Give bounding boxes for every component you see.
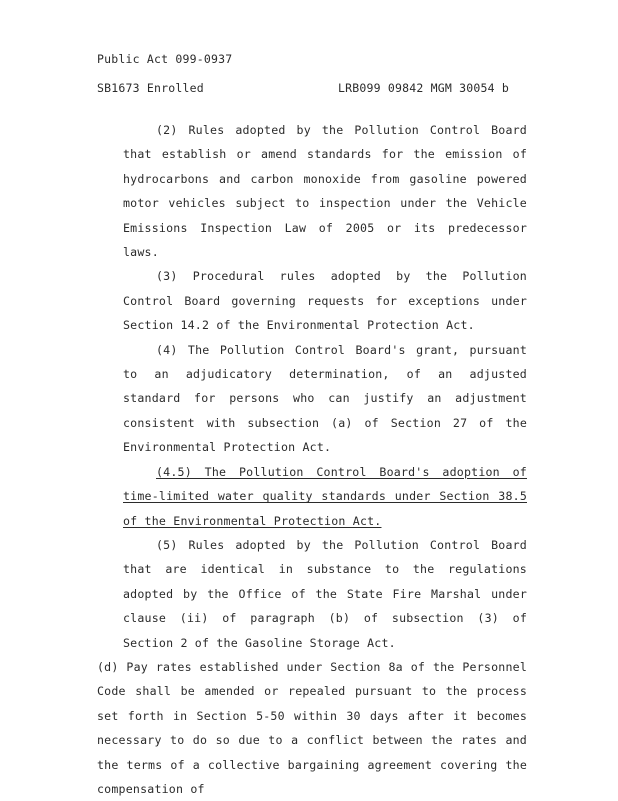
paragraph-d [97, 655, 527, 801]
paragraph-text: (2) Rules adopted by the Pollution Control Board that establish or amend standards for the emission of hydrocarbons and carbon monoxide from gasoline powered motor vehicles subject to inspection under the Vehicle Emissions Inspection Law of 2005 or its predecessor laws. [123, 123, 527, 260]
underlined-insertion-text: (4.5) The Pollution Control Board's adoption of time-limited water quality standards under Section 38.5 of the Environmental Protection Act. [123, 464, 527, 528]
paragraph-3 [123, 264, 527, 337]
lrb-reference: LRB099 09842 MGM 30054 b [338, 81, 509, 95]
bill-number: SB1673 Enrolled [97, 81, 204, 95]
public-act-number: Public Act 099-0937 [97, 52, 233, 66]
paragraph-4-5-inserted [123, 460, 527, 533]
paragraph-4 [123, 338, 527, 460]
paragraph-text: (4) The Pollution Control Board's grant, pursuant to an adjudicatory determination, of an adjusted standard for persons who can justify an adjustment consistent with subsection (a) of Section 27 of the Environmental Protection Act. [123, 342, 527, 455]
paragraph-2 [123, 118, 527, 264]
paragraph-5 [123, 533, 527, 655]
document-body [97, 118, 527, 801]
paragraph-text: (3) Procedural rules adopted by the Pollution Control Board governing requests for exceptions under Section 14.2 of the Environmental Protection Act. [123, 269, 527, 333]
paragraph-text: (5) Rules adopted by the Pollution Control Board that are identical in substance to the regulations adopted by the Office of the State Fire Marshal under clause (ii) of paragraph (b) of subsection (3) of Section 2 of the Gasoline Storage Act. [123, 537, 527, 650]
paragraph-text: (d) Pay rates established under Section 8a of the Personnel Code shall be amended or repealed pursuant to the process set forth in Section 5-50 within 30 days after it becomes necessary to do so due to a conflict between the rates and the terms of a collective bargaining agreement covering the compensation of [97, 659, 527, 796]
